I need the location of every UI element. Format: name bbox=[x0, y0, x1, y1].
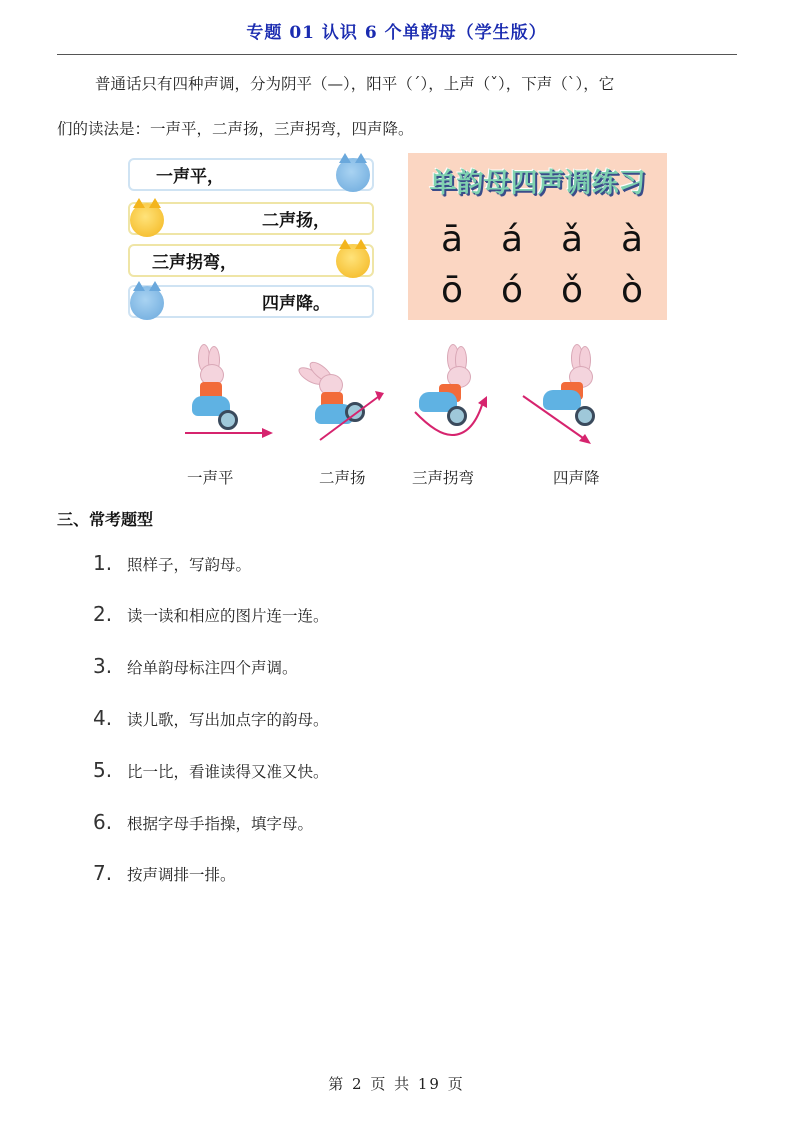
question-type-item bbox=[93, 758, 329, 782]
bunny-tone-1 bbox=[180, 340, 290, 450]
tone-practice-title: 单韵母四声调练习 bbox=[429, 168, 646, 199]
pinyin-o1: ō bbox=[440, 270, 464, 311]
pinyin-o4: ò bbox=[620, 270, 644, 311]
item-number: 7. bbox=[93, 861, 113, 885]
item-text: 比一比，看谁读得又准又快。 bbox=[127, 763, 329, 781]
pinyin-a2: á bbox=[500, 219, 524, 260]
item-number: 1. bbox=[93, 551, 113, 575]
tone-bar-text: 一声平， bbox=[156, 167, 224, 187]
pinyin-o2: ó bbox=[500, 270, 524, 311]
tone-bar-text: 二声扬， bbox=[262, 211, 330, 231]
item-number: 2. bbox=[93, 602, 113, 626]
question-type-item bbox=[93, 810, 313, 834]
item-number: 4. bbox=[93, 706, 113, 730]
blue-cat-icon bbox=[336, 158, 370, 192]
item-text: 读一读和相应的图片连一连。 bbox=[127, 607, 329, 625]
item-text: 给单韵母标注四个声调。 bbox=[127, 659, 298, 677]
tone-bar-text: 四声降。 bbox=[262, 294, 330, 314]
question-type-item bbox=[93, 602, 329, 626]
rising-arrow-icon bbox=[283, 340, 393, 450]
pinyin-row-o bbox=[422, 270, 662, 311]
pinyin-row-a bbox=[422, 219, 662, 260]
flat-arrow-icon bbox=[180, 340, 290, 450]
question-type-item bbox=[93, 861, 236, 885]
item-text: 按声调排一排。 bbox=[127, 866, 236, 884]
intro-paragraph-line1: 普通话只有四种声调，分为阴平（—），阳平（ˊ），上声（ˇ），下声（ˋ），它 bbox=[95, 75, 615, 93]
item-number: 6. bbox=[93, 810, 113, 834]
tone-bunny-illustrations bbox=[175, 340, 615, 450]
item-text: 根据字母手指操，填字母。 bbox=[127, 815, 314, 833]
intro-paragraph-line2: 们的读法是：一声平，二声扬，三声拐弯，四声降。 bbox=[57, 120, 414, 138]
header-divider bbox=[57, 54, 737, 55]
tone-rhyme-illustration bbox=[128, 156, 376, 322]
dipping-arrow-icon bbox=[407, 340, 517, 450]
pinyin-o3: ǒ bbox=[560, 270, 584, 311]
yellow-cat-icon bbox=[336, 244, 370, 278]
item-number: 5. bbox=[93, 758, 113, 782]
bunny-tone-4 bbox=[515, 340, 625, 450]
yellow-cat-icon bbox=[130, 203, 164, 237]
pinyin-a3: ǎ bbox=[560, 219, 584, 260]
tone-bar-2 bbox=[128, 202, 374, 235]
tone-bar-3 bbox=[128, 244, 374, 277]
page-number-footer: 第 2 页 共 19 页 bbox=[328, 1075, 465, 1093]
pinyin-a1: ā bbox=[440, 219, 464, 260]
tone-bar-1 bbox=[128, 158, 374, 191]
item-text: 读儿歌，写出加点字的韵母。 bbox=[127, 711, 329, 729]
section-heading: 三、常考题型 bbox=[57, 510, 154, 529]
tone-bar-4 bbox=[128, 285, 374, 318]
blue-cat-icon bbox=[130, 286, 164, 320]
tone-label-4: 四声降 bbox=[553, 469, 600, 487]
tone-practice-card bbox=[408, 153, 667, 320]
item-number: 3. bbox=[93, 654, 113, 678]
tone-label-3: 三声拐弯 bbox=[412, 469, 475, 487]
question-type-item bbox=[93, 706, 329, 730]
bunny-tone-2 bbox=[283, 340, 393, 450]
question-type-item bbox=[93, 551, 251, 575]
question-type-item bbox=[93, 654, 298, 678]
item-text: 照样子，写韵母。 bbox=[127, 556, 252, 574]
document-header-title: 专题 01 认识 6 个单韵母（学生版） bbox=[246, 23, 547, 43]
tone-label-1: 一声平 bbox=[187, 469, 234, 487]
bunny-tone-3 bbox=[407, 340, 517, 450]
tone-bar-text: 三声拐弯， bbox=[152, 253, 237, 273]
falling-arrow-icon bbox=[515, 340, 625, 450]
pinyin-a4: à bbox=[620, 219, 644, 260]
tone-label-2: 二声扬 bbox=[319, 469, 366, 487]
